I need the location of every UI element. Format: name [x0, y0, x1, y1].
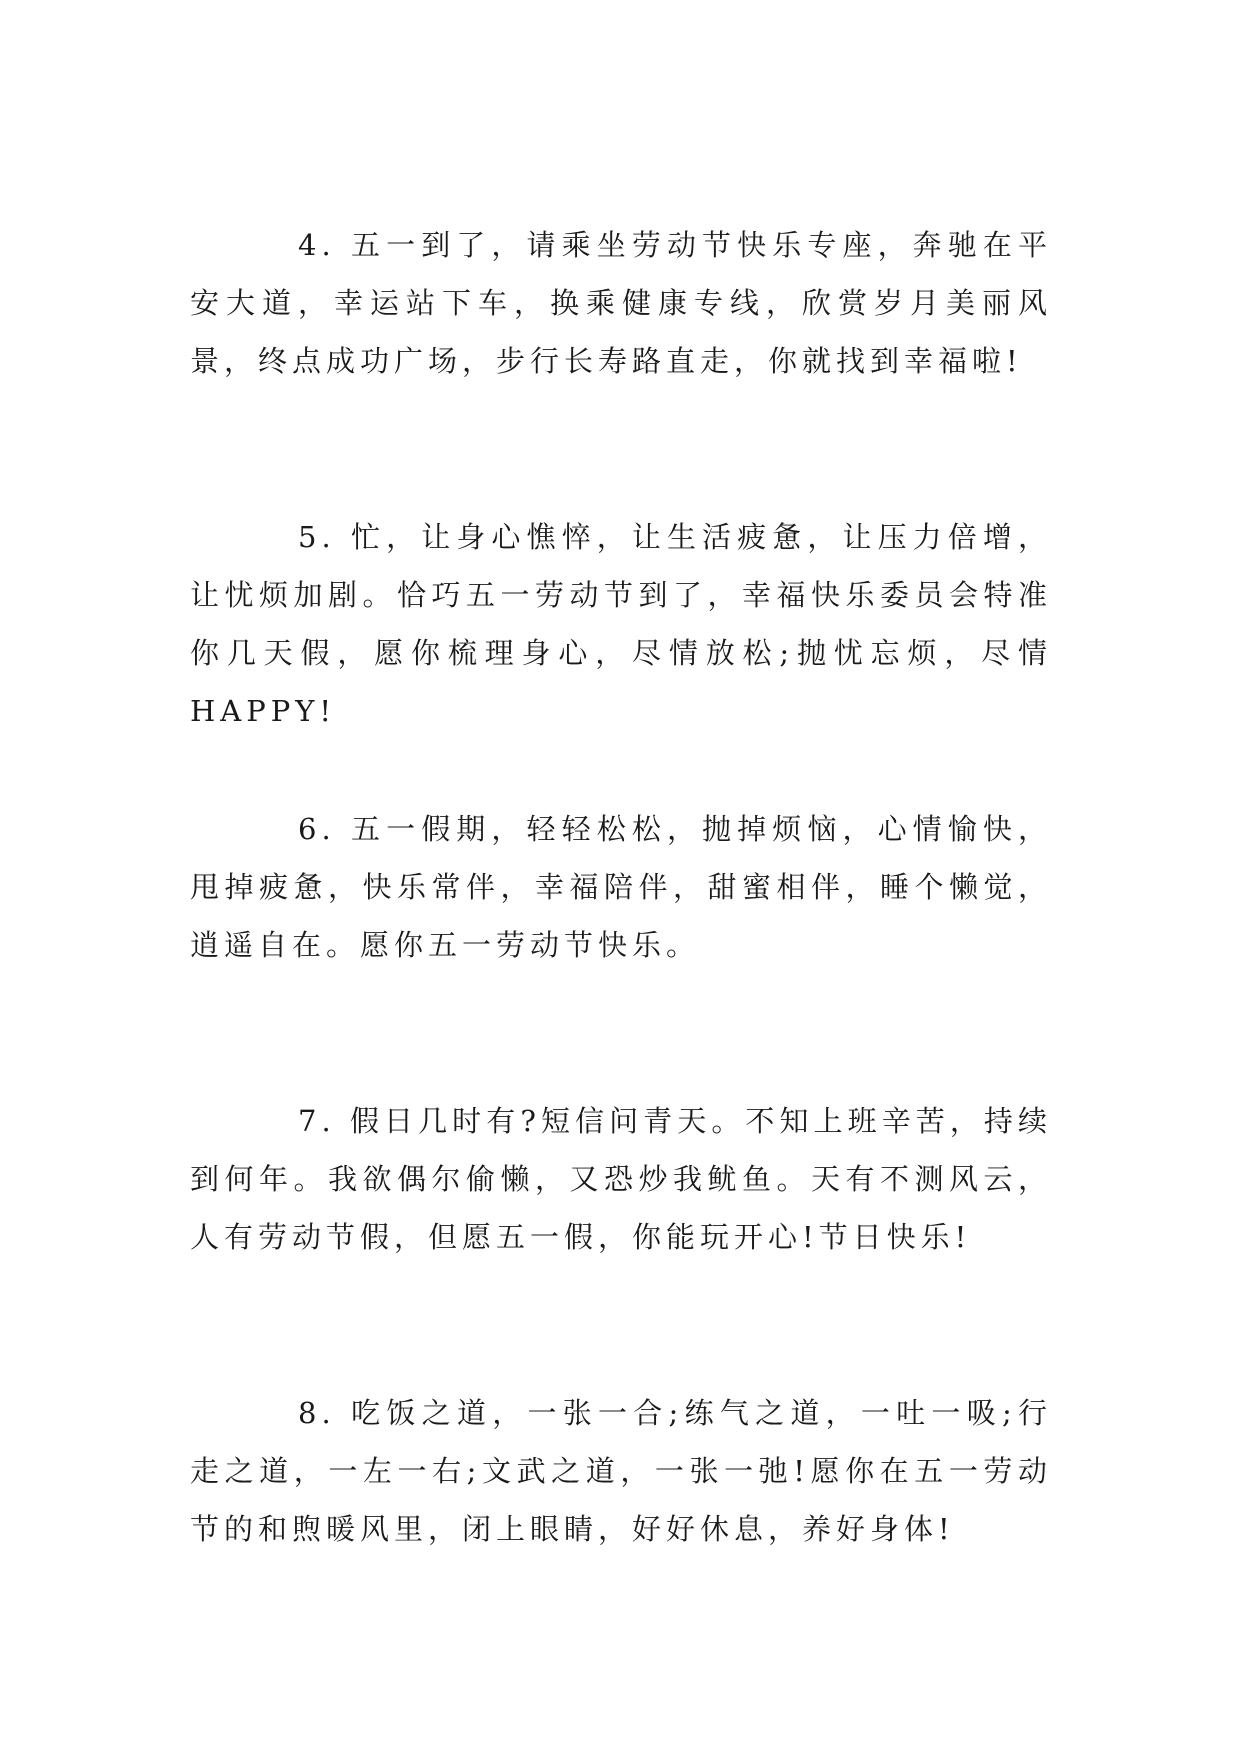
paragraph-6: 6. 五一假期，轻轻松松，抛掉烦恼，心情愉快，甩掉疲惫，快乐常伴，幸福陪伴，甜蜜相伴，睡个懒觉，逍遥自在。愿你五一劳动节快乐。: [190, 812, 1052, 962]
paragraph-7: 7. 假日几时有?短信问青天。不知上班辛苦，持续到何年。我欲偶尔偷懒，又恐炒我鱿鱼。天有不测风云，人有劳动节假，但愿五一假，你能玩开心!节日快乐!: [190, 1104, 1052, 1254]
paragraph-8: 8. 吃饭之道，一张一合;练气之道，一吐一吸;行走之道，一左一右;文武之道，一张一弛!愿你在五一劳动节的和煦暖风里，闭上眼睛，好好休息，养好身体!: [190, 1396, 1052, 1546]
paragraph-4: 4. 五一到了，请乘坐劳动节快乐专座，奔驰在平安大道，幸运站下车，换乘健康专线，欣赏岁月美丽风景，终点成功广场，步行长寿路直走，你就找到幸福啦!: [190, 228, 1052, 378]
paragraph-5: 5. 忙，让身心憔悴，让生活疲惫，让压力倍增，让忧烦加剧。恰巧五一劳动节到了，幸福快乐委员会特准你几天假，愿你梳理身心，尽情放松;抛忧忘烦，尽情HAPPY!: [190, 520, 1052, 728]
